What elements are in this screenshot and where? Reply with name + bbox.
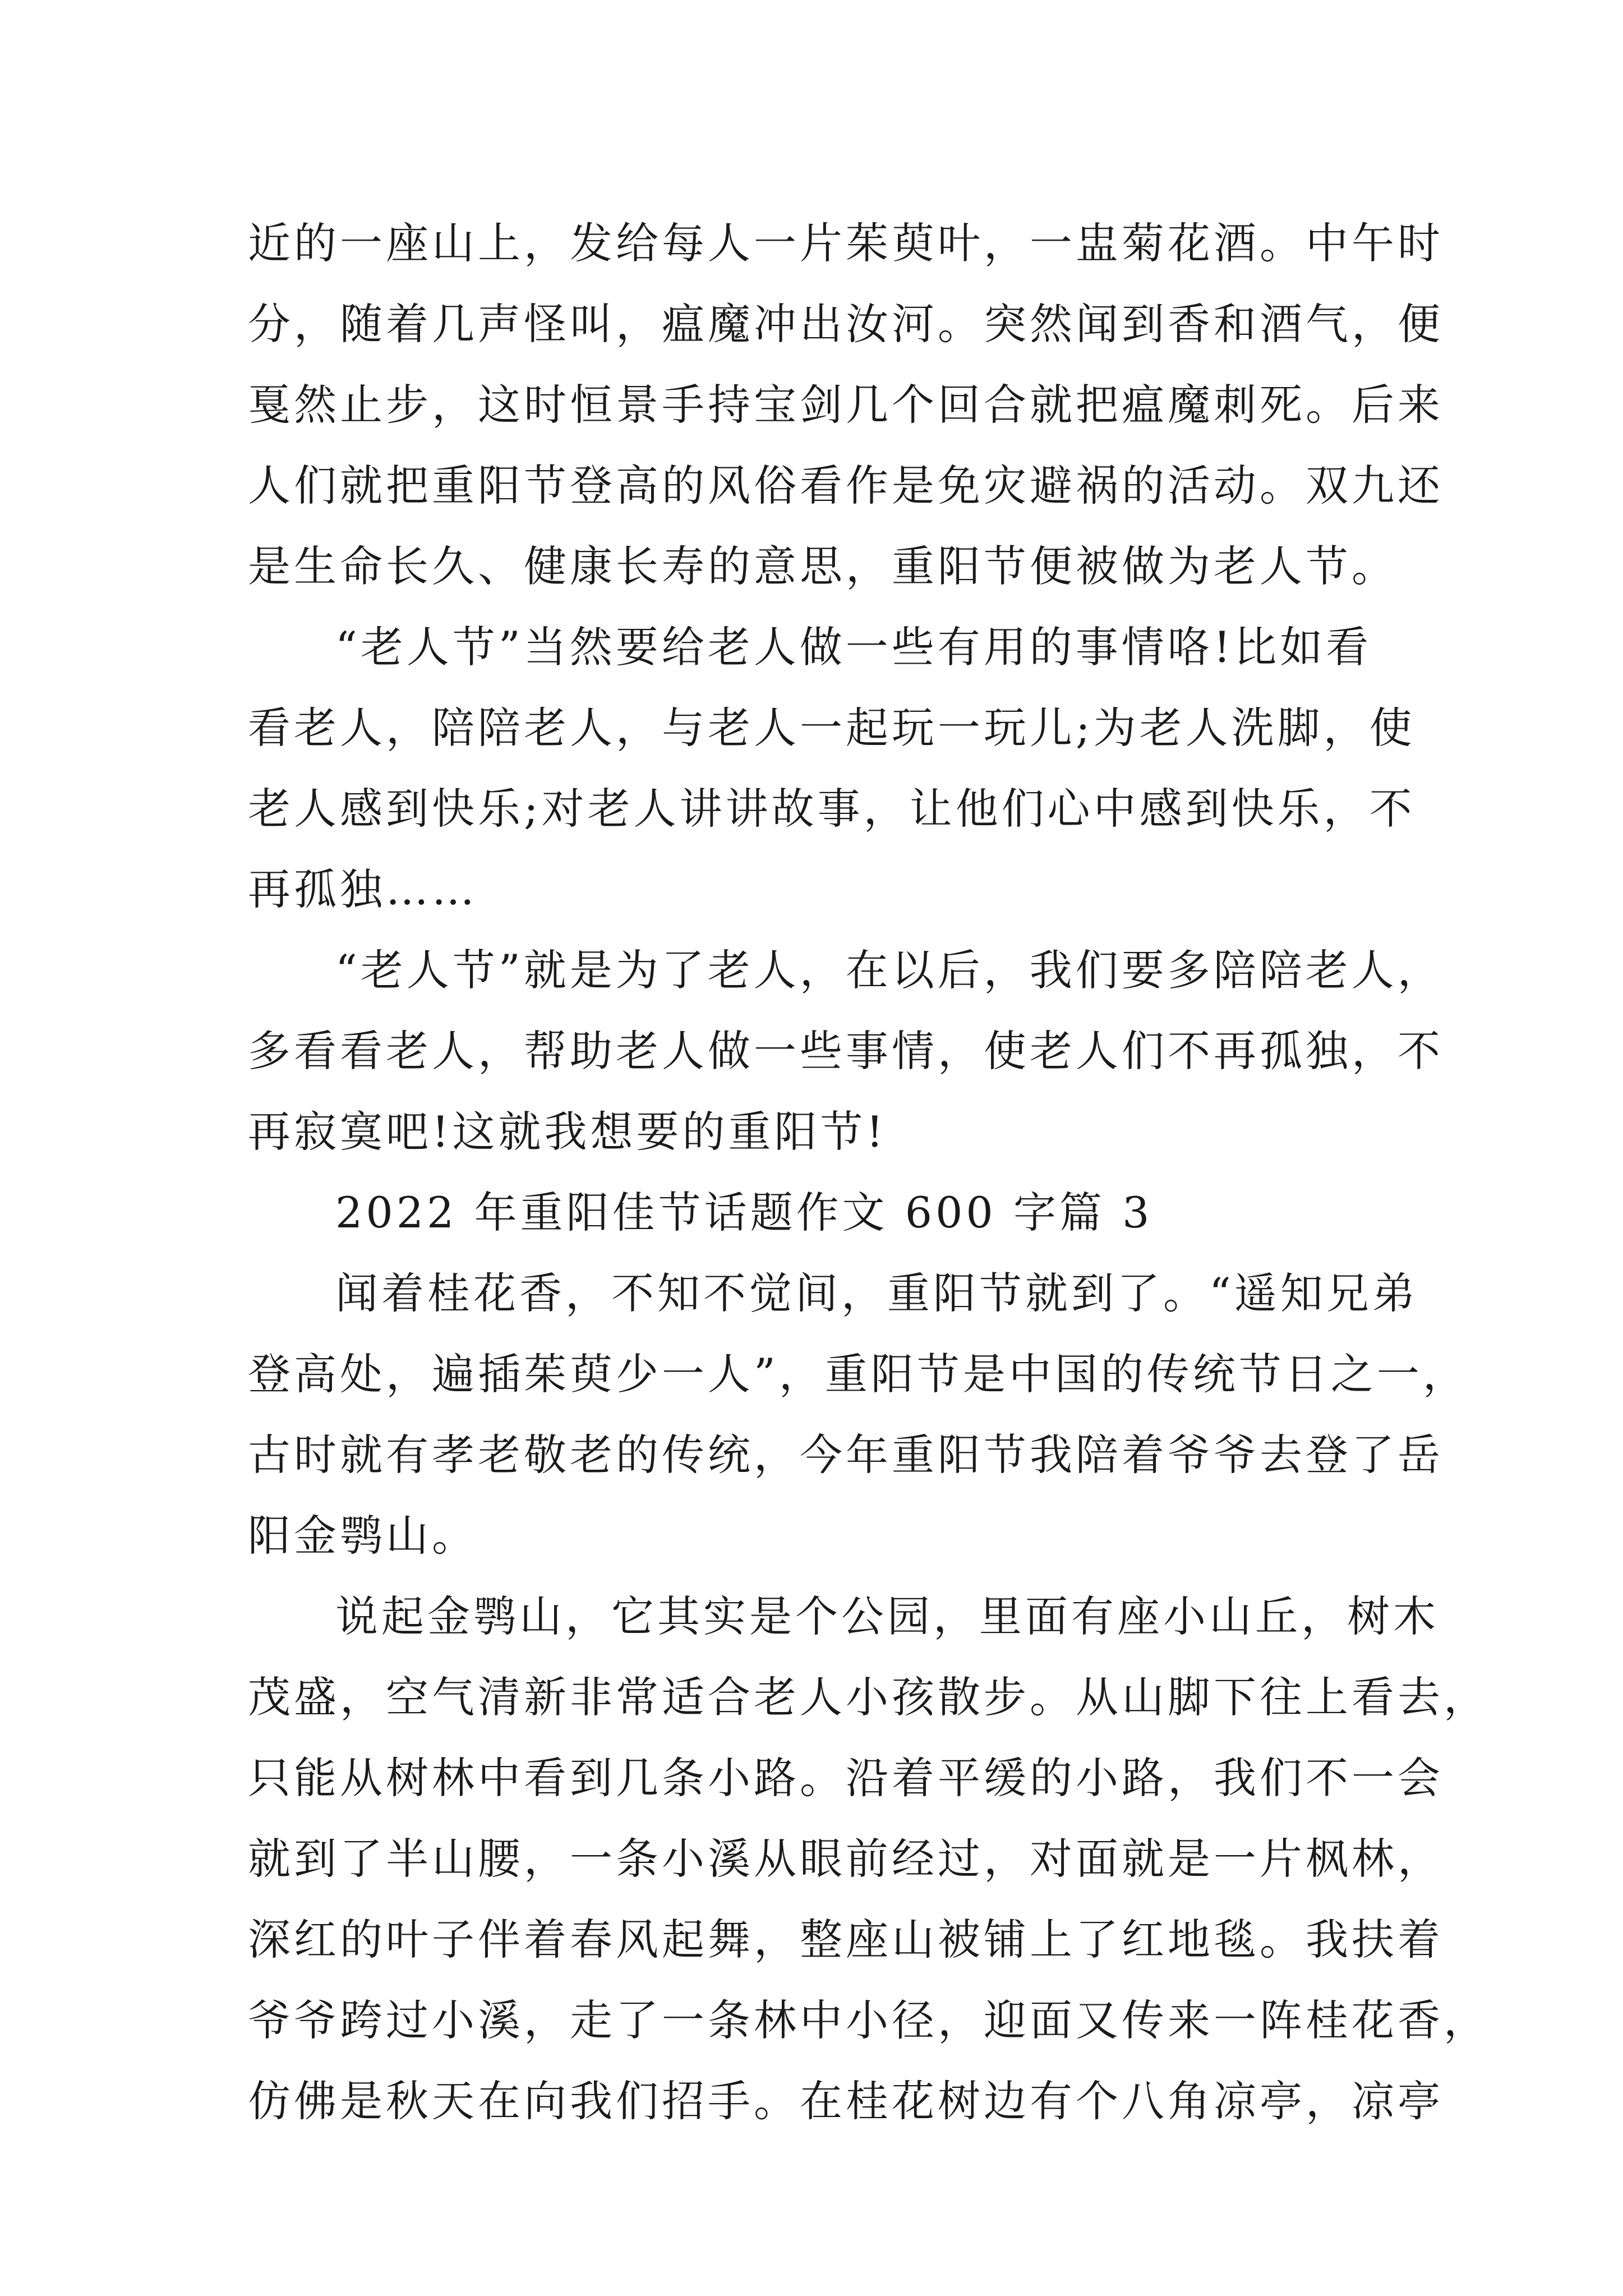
text-line: 登高处，遍插茱萸少一人”，重阳节是中国的传统节日之一， — [248, 1349, 1469, 1399]
body-text — [248, 203, 1490, 2142]
text-line: 多看看老人，帮助老人做一些事情，使老人们不再孤独，不 — [248, 1026, 1444, 1076]
text-line: 闻着桂花香，不知不觉间，重阳节就到了。“遥知兄弟 — [335, 1268, 1418, 1318]
text-line: 戛然止步，这时恒景手持宝剑几个回合就把瘟魔刺死。后来 — [248, 380, 1444, 430]
text-line: 就到了半山腰，一条小溪从眼前经过，对面就是一片枫林， — [248, 1834, 1444, 1884]
text-line: 分，随着几声怪叫，瘟魔冲出汝河。突然闻到香和酒气，便 — [248, 299, 1444, 349]
section-heading: 2022 年重阳佳节话题作文 600 字篇 3 — [335, 1188, 1153, 1237]
text-line: 是生命长久、健康长寿的意思，重阳节便被做为老人节。 — [248, 541, 1398, 591]
text-line: 古时就有孝老敬老的传统，今年重阳节我陪着爷爷去登了岳 — [248, 1430, 1444, 1480]
text-line: “老人节”就是为了老人，在以后，我们要多陪陪老人， — [335, 945, 1444, 995]
text-line: 爷爷跨过小溪，走了一条林中小径，迎面又传来一阵桂花香， — [248, 1995, 1490, 2045]
text-line: 再寂寞吧!这就我想要的重阳节! — [248, 1107, 887, 1157]
text-line: 深红的叶子伴着春风起舞，整座山被铺上了红地毯。我扶着 — [248, 1915, 1444, 1964]
text-line: “老人节”当然要给老人做一些有用的事情咯!比如看 — [335, 622, 1372, 672]
text-line: 看老人，陪陪老人，与老人一起玩一玩儿;为老人洗脚，使 — [248, 703, 1415, 753]
text-line: 仿佛是秋天在向我们招手。在桂花树边有个八角凉亭，凉亭 — [248, 2076, 1444, 2126]
text-line: 人们就把重阳节登高的风俗看作是免灾避祸的活动。双九还 — [248, 461, 1444, 510]
text-line: 近的一座山上，发给每人一片茱萸叶，一盅菊花酒。中午时 — [248, 218, 1444, 268]
text-line: 说起金鹗山，它其实是个公园，里面有座小山丘，树木 — [335, 1591, 1439, 1641]
text-line: 老人感到快乐;对老人讲讲故事，让他们心中感到快乐，不 — [248, 784, 1415, 834]
text-line: 茂盛，空气清新非常适合老人小孩散步。从山脚下往上看去， — [248, 1672, 1490, 1722]
text-line: 阳金鹗山。 — [248, 1511, 478, 1561]
text-line: 再孤独…… — [248, 864, 478, 914]
text-line: 只能从树林中看到几条小路。沿着平缓的小路，我们不一会 — [248, 1753, 1444, 1803]
